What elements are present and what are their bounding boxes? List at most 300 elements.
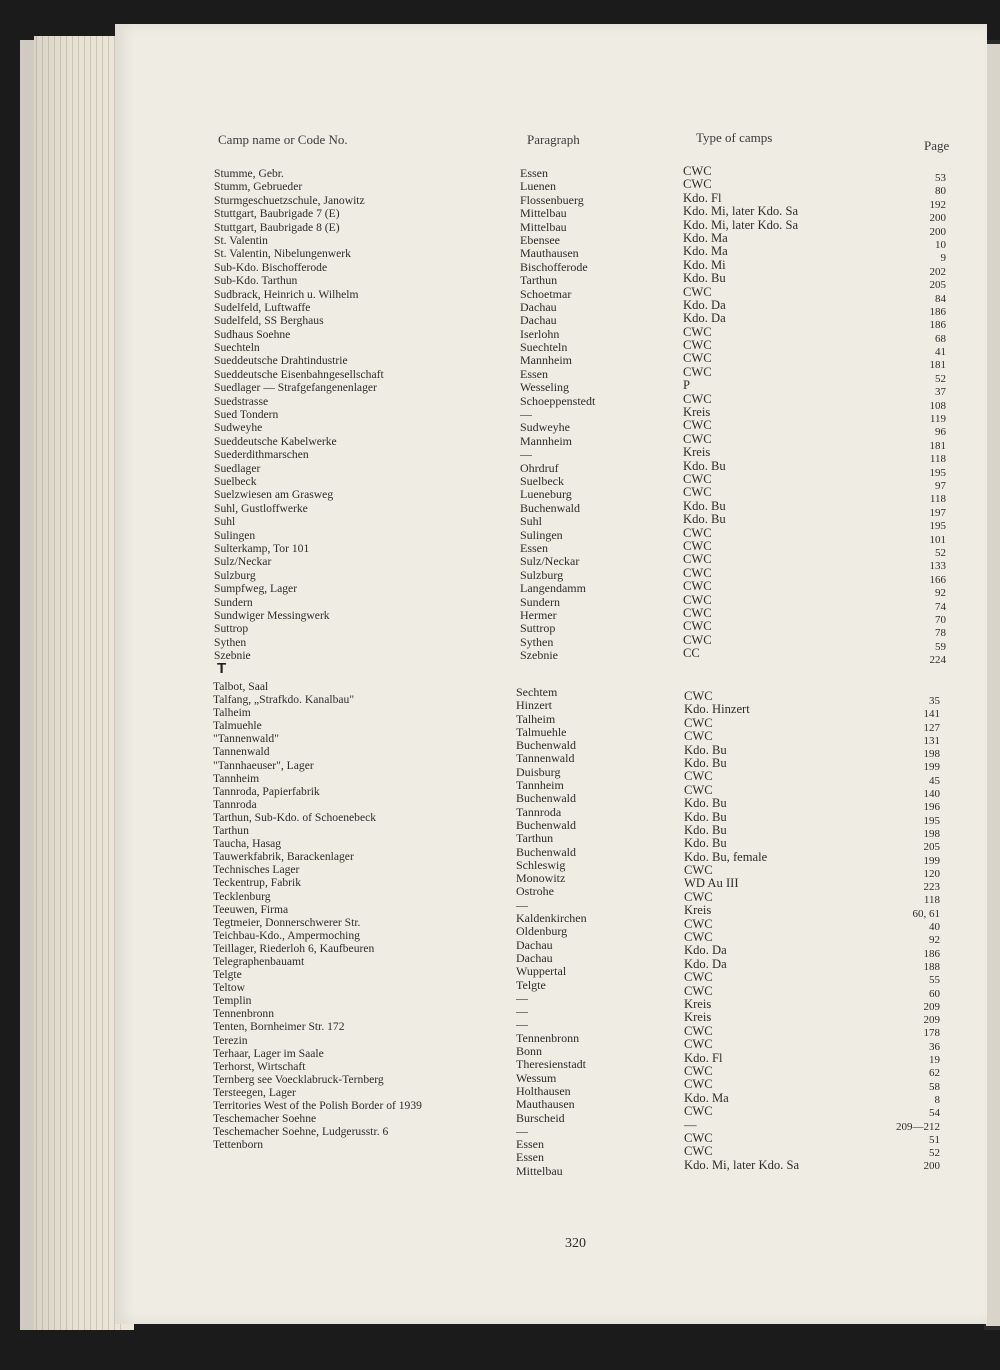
camp-type: Kdo. Da — [684, 956, 727, 971]
paragraph-entry: Mauthausen — [520, 246, 579, 261]
camp-name: Sudhaus Soehne — [214, 327, 291, 341]
paragraph-entry: Mittelbau — [520, 206, 567, 221]
paragraph-entry: Talheim — [516, 711, 556, 726]
paragraph-entry: Mauthausen — [516, 1097, 575, 1112]
page-ref: 166 — [929, 573, 946, 586]
camp-name: Sueddeutsche Kabelwerke — [214, 434, 337, 448]
camp-type: Kdo. Hinzert — [684, 702, 750, 717]
paragraph-entry: Dachau — [520, 313, 557, 328]
paragraph-entry: Luenen — [520, 179, 556, 194]
camp-name: Suederdithmarschen — [214, 448, 309, 462]
page-ref: 192 — [929, 198, 946, 211]
camp-name: Sued Tondern — [214, 408, 279, 422]
camp-name: Talbot, Saal — [213, 680, 269, 693]
camp-type: CWC — [683, 338, 712, 353]
camp-type: — — [684, 1117, 697, 1132]
camp-name: St. Valentin, Nibelungenwerk — [214, 247, 351, 261]
paragraph-entry: Sulingen — [520, 527, 563, 542]
paragraph-entry: Buchenwald — [520, 500, 580, 515]
camp-name: Talfang, „Strafkdo. Kanalbau" — [213, 693, 355, 707]
camp-name: Sulingen — [214, 528, 256, 542]
paragraph-entry: Hermer — [520, 607, 557, 622]
camp-type: CWC — [684, 1037, 713, 1052]
page-ref: 35 — [929, 695, 940, 707]
s-paragraph-column — [520, 167, 680, 662]
page-ref: 51 — [929, 1133, 940, 1146]
page-ref: 101 — [929, 533, 946, 546]
camp-type: Kdo. Bu — [683, 498, 726, 513]
paragraph-entry: Wesseling — [520, 380, 570, 395]
paragraph-entry: Essen — [520, 366, 548, 381]
camp-name: Teckentrup, Fabrik — [213, 876, 302, 890]
page-ref: 55 — [929, 974, 940, 987]
page-ref: 60 — [929, 987, 940, 1000]
page-ref: 181 — [929, 359, 946, 372]
camp-type: CWC — [683, 605, 712, 620]
paragraph-entry: Oldenburg — [516, 924, 568, 939]
camp-name: Sueddeutsche Eisenbahngesellschaft — [214, 367, 384, 381]
camp-type: Kdo. Bu — [684, 836, 727, 851]
camp-name: Suhl — [214, 515, 236, 529]
camp-type: CWC — [683, 619, 712, 634]
paragraph-entry: Talmuehle — [516, 724, 567, 739]
paragraph-entry: Suelbeck — [520, 473, 564, 488]
paragraph-entry: Dachau — [520, 299, 557, 314]
s-type-column — [683, 165, 873, 660]
camp-type: Kdo. Bu — [684, 809, 727, 824]
camp-name: Teschemacher Soehne, Ludgerusstr. 6 — [213, 1125, 389, 1139]
camp-name: Sub-Kdo. Bischofferode — [214, 260, 328, 274]
paragraph-entry: Szebnie — [520, 648, 558, 663]
camp-type: CWC — [684, 1104, 713, 1119]
camp-name: Szebnie — [214, 649, 251, 663]
page-edge-lines — [36, 36, 126, 1330]
page-ref: 68 — [935, 332, 946, 345]
camp-type: CWC — [683, 431, 712, 446]
camp-type: Kdo. Bu — [683, 512, 726, 527]
header-type-of-camps: Type of camps — [696, 130, 773, 145]
page-ref: 198 — [923, 827, 940, 840]
camp-type: Kdo. Bu — [684, 796, 727, 811]
camp-type: CWC — [684, 889, 713, 904]
t-paragraph-column — [516, 686, 686, 1178]
camp-type: Kdo. Da — [683, 297, 726, 312]
camp-name: Sudelfeld, Luftwaffe — [214, 300, 311, 314]
page-ref: 223 — [923, 881, 940, 894]
camp-name: "Tannenwald" — [213, 732, 279, 746]
camp-type: CWC — [683, 284, 712, 299]
paragraph-entry: Burscheid — [516, 1110, 565, 1125]
camp-type: Kreis — [684, 996, 712, 1011]
paragraph-entry: Tarthun — [520, 273, 558, 288]
s-camp-names-column — [214, 167, 504, 662]
page-ref: 118 — [929, 453, 946, 466]
camp-name: St. Valentin — [214, 233, 268, 247]
camp-name: Tennenbronn — [213, 1007, 275, 1021]
camp-type: CWC — [684, 863, 713, 878]
paragraph-entry: Mittelbau — [520, 219, 567, 234]
paragraph-entry: Bonn — [516, 1044, 543, 1059]
camp-name: Terhaar, Lager im Saale — [213, 1046, 324, 1060]
camp-name: Sudbrack, Heinrich u. Wilhelm — [214, 287, 359, 301]
camp-type: Kdo. Fl — [684, 1050, 723, 1065]
camp-name: Tannheim — [213, 771, 260, 785]
paragraph-entry: Essen — [516, 1150, 544, 1165]
page-ref: 199 — [923, 761, 940, 774]
camp-name: Teltow — [213, 981, 246, 995]
paragraph-entry: Essen — [516, 1137, 544, 1152]
camp-name: Sumpfweg, Lager — [214, 582, 298, 596]
paragraph-entry: Schoetmar — [520, 286, 572, 301]
paragraph-entry: Tennenbronn — [516, 1030, 580, 1045]
camp-type: CWC — [683, 552, 712, 567]
page-ref: 120 — [923, 867, 940, 880]
camp-type: Kdo. Bu — [683, 458, 726, 473]
page-ref: 53 — [935, 172, 946, 184]
section-letter-t: T — [217, 660, 227, 677]
header-camp-name: Camp name or Code No. — [218, 132, 348, 147]
paragraph-entry: Essen — [520, 540, 548, 555]
camp-name: Tecklenburg — [213, 889, 271, 903]
paragraph-entry: Buchenwald — [516, 844, 576, 859]
page-ref: 62 — [929, 1067, 940, 1080]
page-ref: 52 — [935, 546, 946, 559]
camp-type: P — [683, 378, 691, 393]
paragraph-entry: Suhl — [520, 514, 543, 529]
paragraph-entry: Schleswig — [516, 857, 566, 872]
page-ref: 197 — [929, 506, 946, 519]
camp-name: Telegraphenbauamt — [213, 954, 305, 968]
page-ref: 40 — [929, 921, 940, 934]
page-ref: 118 — [929, 493, 946, 506]
camp-type: CWC — [683, 351, 712, 366]
camp-type: Kreis — [683, 405, 711, 420]
header-page: Page — [924, 138, 950, 153]
camp-name: Sub-Kdo. Tarthun — [214, 274, 298, 288]
page-ref: 41 — [935, 346, 946, 359]
camp-type: Kdo. Mi, later Kdo. Sa — [683, 217, 799, 232]
camp-type: CWC — [684, 769, 713, 784]
camp-type: Kreis — [684, 903, 712, 918]
paragraph-entry: Duisburg — [516, 764, 561, 779]
camp-type: Kdo. Bu — [684, 822, 727, 837]
camp-type: CWC — [684, 970, 713, 985]
camp-type: CWC — [683, 579, 712, 594]
paragraph-entry: Lueneburg — [520, 487, 572, 502]
camp-type: CWC — [684, 1077, 713, 1092]
paragraph-entry: Tarthun — [516, 831, 554, 846]
page-ref: 198 — [923, 748, 940, 761]
camp-type: Kdo. Mi — [683, 257, 726, 272]
page-ref: 8 — [934, 1093, 940, 1106]
camp-type: Kreis — [683, 445, 711, 460]
camp-type: CWC — [684, 782, 713, 797]
page-ref: 80 — [935, 185, 946, 198]
page-ref: 52 — [929, 1147, 940, 1160]
paragraph-entry: Dachau — [516, 950, 553, 965]
paragraph-entry: Sundern — [520, 594, 560, 609]
paragraph-entry: Mannheim — [520, 433, 572, 448]
camp-name: Suelzwiesen am Grasweg — [214, 488, 334, 502]
camp-type: CWC — [683, 525, 712, 540]
camp-type: CWC — [684, 689, 713, 703]
camp-type: CWC — [683, 565, 712, 580]
page-ref: 70 — [935, 613, 946, 626]
paragraph-entry: Bischofferode — [520, 259, 588, 274]
camp-name: Tannroda, Papierfabrik — [213, 784, 320, 798]
page-ref: 209 — [923, 1000, 940, 1013]
camp-name: Sythen — [214, 635, 247, 649]
camp-type: CWC — [684, 983, 713, 998]
camp-name: Tersteegen, Lager — [213, 1085, 296, 1099]
camp-type: Kdo. Bu — [684, 742, 727, 757]
camp-name: Ternberg see Voecklabruck-Ternberg — [213, 1072, 384, 1086]
paragraph-entry: Mannheim — [520, 353, 572, 368]
paragraph-entry: Sechtem — [516, 685, 558, 699]
page-ref: 59 — [935, 640, 946, 653]
paragraph-entry: Schoeppenstedt — [520, 393, 596, 408]
paragraph-entry: Tannheim — [516, 778, 564, 793]
camp-name: Tettenborn — [213, 1138, 264, 1152]
camp-name: Suechteln — [214, 341, 260, 355]
paragraph-entry: Ebensee — [520, 232, 560, 247]
camp-type: CWC — [684, 1023, 713, 1038]
page-ref: 96 — [935, 426, 946, 439]
paragraph-entry: Mittelbau — [516, 1163, 563, 1178]
camp-name: Tenten, Bornheimer Str. 172 — [213, 1020, 345, 1034]
camp-type: CWC — [683, 592, 712, 607]
page-ref: 178 — [923, 1027, 940, 1040]
camp-name: Teeuwen, Firma — [213, 902, 289, 916]
camp-type: Kdo. Ma — [683, 230, 728, 245]
page-ref: 131 — [923, 734, 940, 747]
page-ref: 186 — [929, 319, 946, 332]
page-ref: 140 — [923, 788, 940, 801]
camp-type: Kdo. Bu — [684, 755, 727, 770]
camp-name: Stumm, Gebrueder — [214, 180, 303, 194]
page-ref: 10 — [935, 238, 946, 251]
page-ref: 186 — [923, 947, 940, 960]
page-ref: 92 — [935, 587, 946, 600]
camp-name: Sulzburg — [214, 568, 256, 582]
camp-name: Sudweyhe — [214, 421, 263, 435]
page-ref: 52 — [935, 372, 946, 385]
camp-name: Tannenwald — [213, 745, 270, 759]
page-ref: 119 — [929, 413, 946, 426]
paragraph-entry: — — [516, 897, 528, 912]
paragraph-entry: Ohrdruf — [520, 460, 559, 475]
camp-type: Kdo. Mi, later Kdo. Sa — [683, 204, 799, 219]
camp-name: Teillager, Riederloh 6, Kaufbeuren — [213, 941, 375, 955]
page-ref: 133 — [929, 560, 946, 573]
camp-type: CWC — [683, 177, 712, 192]
camp-type: CWC — [683, 538, 712, 553]
page-ref: 9 — [940, 252, 946, 265]
camp-name: Sundwiger Messingwerk — [214, 608, 330, 622]
camp-name: Suelbeck — [214, 474, 257, 488]
page-ref: 199 — [923, 854, 940, 867]
camp-type: CWC — [683, 164, 712, 178]
page-ref: 37 — [935, 386, 946, 399]
camp-type: Kdo. Fl — [683, 190, 722, 205]
paragraph-entry: Hinzert — [516, 698, 552, 713]
paragraph-entry: Sulzburg — [520, 567, 564, 582]
camp-name: "Tannhaeuser", Lager — [213, 758, 314, 772]
page-ref: 78 — [935, 627, 946, 640]
camp-name: Talheim — [213, 706, 251, 720]
page-ref: 141 — [923, 708, 940, 721]
page-ref: 45 — [929, 774, 940, 787]
page-ref: 224 — [929, 654, 946, 667]
camp-name: Tannroda — [213, 797, 257, 811]
camp-type: CWC — [684, 715, 713, 730]
camp-type: CC — [683, 646, 700, 661]
page-ref: 74 — [935, 600, 946, 613]
camp-name: Tarthun — [213, 824, 249, 838]
paragraph-entry: — — [516, 1017, 528, 1032]
paragraph-entry: Suttrop — [520, 621, 556, 636]
page-ref: 200 — [929, 212, 946, 225]
page-ref: 209—212 — [896, 1120, 940, 1133]
camp-type: Kreis — [684, 1010, 712, 1025]
camp-type: CWC — [684, 1144, 713, 1159]
camp-name: Sturmgeschuetzschule, Janowitz — [214, 193, 365, 207]
camp-type: CWC — [683, 471, 712, 486]
page-ref: 19 — [929, 1054, 940, 1067]
page-ref: 60, 61 — [912, 907, 940, 920]
page-ref: 195 — [929, 520, 946, 533]
paragraph-entry: Theresienstadt — [516, 1057, 586, 1072]
page-number: 320 — [565, 1236, 586, 1251]
page-ref: 209 — [923, 1014, 940, 1027]
s-page-column — [860, 172, 946, 667]
paragraph-entry: Langendamm — [520, 581, 586, 596]
camp-name: Telgte — [213, 968, 242, 982]
camp-name: Terhorst, Wirtschaft — [213, 1059, 306, 1073]
paragraph-entry: Ostrohe — [516, 884, 554, 899]
paragraph-entry: Buchenwald — [516, 738, 576, 753]
camp-name: Tauwerkfabrik, Barackenlager — [213, 850, 354, 864]
page-ref: 195 — [923, 814, 940, 827]
camp-name: Stuttgart, Baubrigade 7 (E) — [214, 207, 340, 221]
paragraph-entry: Buchenwald — [516, 817, 576, 832]
camp-name: Stuttgart, Baubrigade 8 (E) — [214, 220, 340, 234]
camp-name: Suedstrasse — [214, 394, 269, 408]
page-ref: 205 — [923, 841, 940, 854]
page-ref: 127 — [923, 721, 940, 734]
camp-name: Sulz/Neckar — [214, 555, 272, 569]
camp-name: Sudelfeld, SS Berghaus — [214, 314, 324, 328]
right-page-sliver — [986, 44, 1000, 1326]
page-ref: 54 — [929, 1107, 940, 1120]
camp-name: Suttrop — [214, 622, 249, 636]
paragraph-entry: Sulz/Neckar — [520, 554, 580, 569]
camp-name: Taucha, Hasag — [213, 837, 282, 851]
paragraph-entry: Iserlohn — [520, 326, 560, 341]
paragraph-entry: — — [516, 990, 528, 1005]
paragraph-entry: Sudweyhe — [520, 420, 570, 435]
camp-type: CWC — [683, 364, 712, 379]
paragraph-entry: Kaldenkirchen — [516, 911, 587, 926]
page-ref: 188 — [923, 960, 940, 973]
t-camp-names-column — [213, 680, 513, 1151]
page-ref: 84 — [935, 292, 946, 305]
page-ref: 92 — [929, 934, 940, 947]
page-ref: 200 — [923, 1160, 940, 1173]
paragraph-entry: Monowitz — [516, 871, 566, 886]
paragraph-entry: Sythen — [520, 634, 554, 649]
paragraph-entry: Holthausen — [516, 1083, 571, 1098]
page-ref: 108 — [929, 399, 946, 412]
camp-name: Suhl, Gustloffwerke — [214, 501, 308, 515]
camp-name: Technisches Lager — [213, 863, 300, 877]
paragraph-entry: Dachau — [516, 937, 553, 952]
page-ref: 200 — [929, 225, 946, 238]
camp-type: CWC — [683, 485, 712, 500]
camp-name: Suedlager — Strafgefangenenlager — [214, 381, 377, 395]
camp-name: Templin — [213, 994, 252, 1008]
paragraph-entry: — — [520, 407, 532, 422]
paragraph-entry: Buchenwald — [516, 791, 576, 806]
camp-type: CWC — [684, 1063, 713, 1078]
camp-name: Sulterkamp, Tor 101 — [214, 541, 310, 555]
paragraph-entry: Tannenwald — [516, 751, 575, 766]
camp-name: Suedlager — [214, 461, 261, 475]
camp-type: Kdo. Da — [683, 311, 726, 326]
paragraph-entry: — — [516, 1004, 528, 1019]
camp-name: Tegtmeier, Donnerschwerer Str. — [213, 915, 361, 929]
camp-name: Terezin — [213, 1033, 248, 1047]
paragraph-entry: Essen — [520, 166, 548, 180]
paragraph-entry: Telgte — [516, 977, 546, 992]
page-ref: 205 — [929, 279, 946, 292]
camp-type: Kdo. Bu, female — [684, 849, 768, 864]
page-ref: 97 — [935, 479, 946, 492]
camp-type: Kdo. Da — [684, 943, 727, 958]
camp-type: Kdo. Ma — [684, 1090, 729, 1105]
camp-type: CWC — [684, 1130, 713, 1145]
paragraph-entry: Flossenbuerg — [520, 192, 584, 207]
paragraph-entry: Wessum — [516, 1070, 557, 1085]
camp-type: Kdo. Bu — [683, 271, 726, 286]
paragraph-entry: Wuppertal — [516, 964, 567, 979]
camp-type: CWC — [683, 324, 712, 339]
camp-name: Sundern — [214, 595, 253, 609]
t-type-column — [684, 690, 884, 1172]
header-paragraph: Paragraph — [527, 132, 580, 147]
camp-name: Teschemacher Soehne — [213, 1112, 317, 1126]
camp-type: WD Au III — [684, 876, 739, 891]
camp-type: CWC — [684, 930, 713, 945]
camp-name: Stumme, Gebr. — [214, 167, 284, 180]
page-ref: 186 — [929, 305, 946, 318]
paragraph-entry: Tannroda — [516, 804, 562, 819]
t-page-column — [860, 695, 940, 1174]
page-ref: 196 — [923, 801, 940, 814]
camp-type: CWC — [684, 729, 713, 744]
camp-type: CWC — [683, 418, 712, 433]
paragraph-entry: — — [516, 1123, 528, 1138]
camp-name: Teichbau-Kdo., Ampermoching — [213, 928, 360, 942]
camp-type: CWC — [683, 632, 712, 647]
camp-type: CWC — [683, 391, 712, 406]
camp-name: Talmuehle — [213, 719, 262, 733]
camp-type: CWC — [684, 916, 713, 931]
camp-name: Tarthun, Sub-Kdo. of Schoenebeck — [213, 810, 377, 824]
camp-name: Territories West of the Polish Border of 1939 — [213, 1099, 422, 1112]
page-ref: 36 — [929, 1040, 940, 1053]
paragraph-entry: — — [520, 447, 532, 462]
